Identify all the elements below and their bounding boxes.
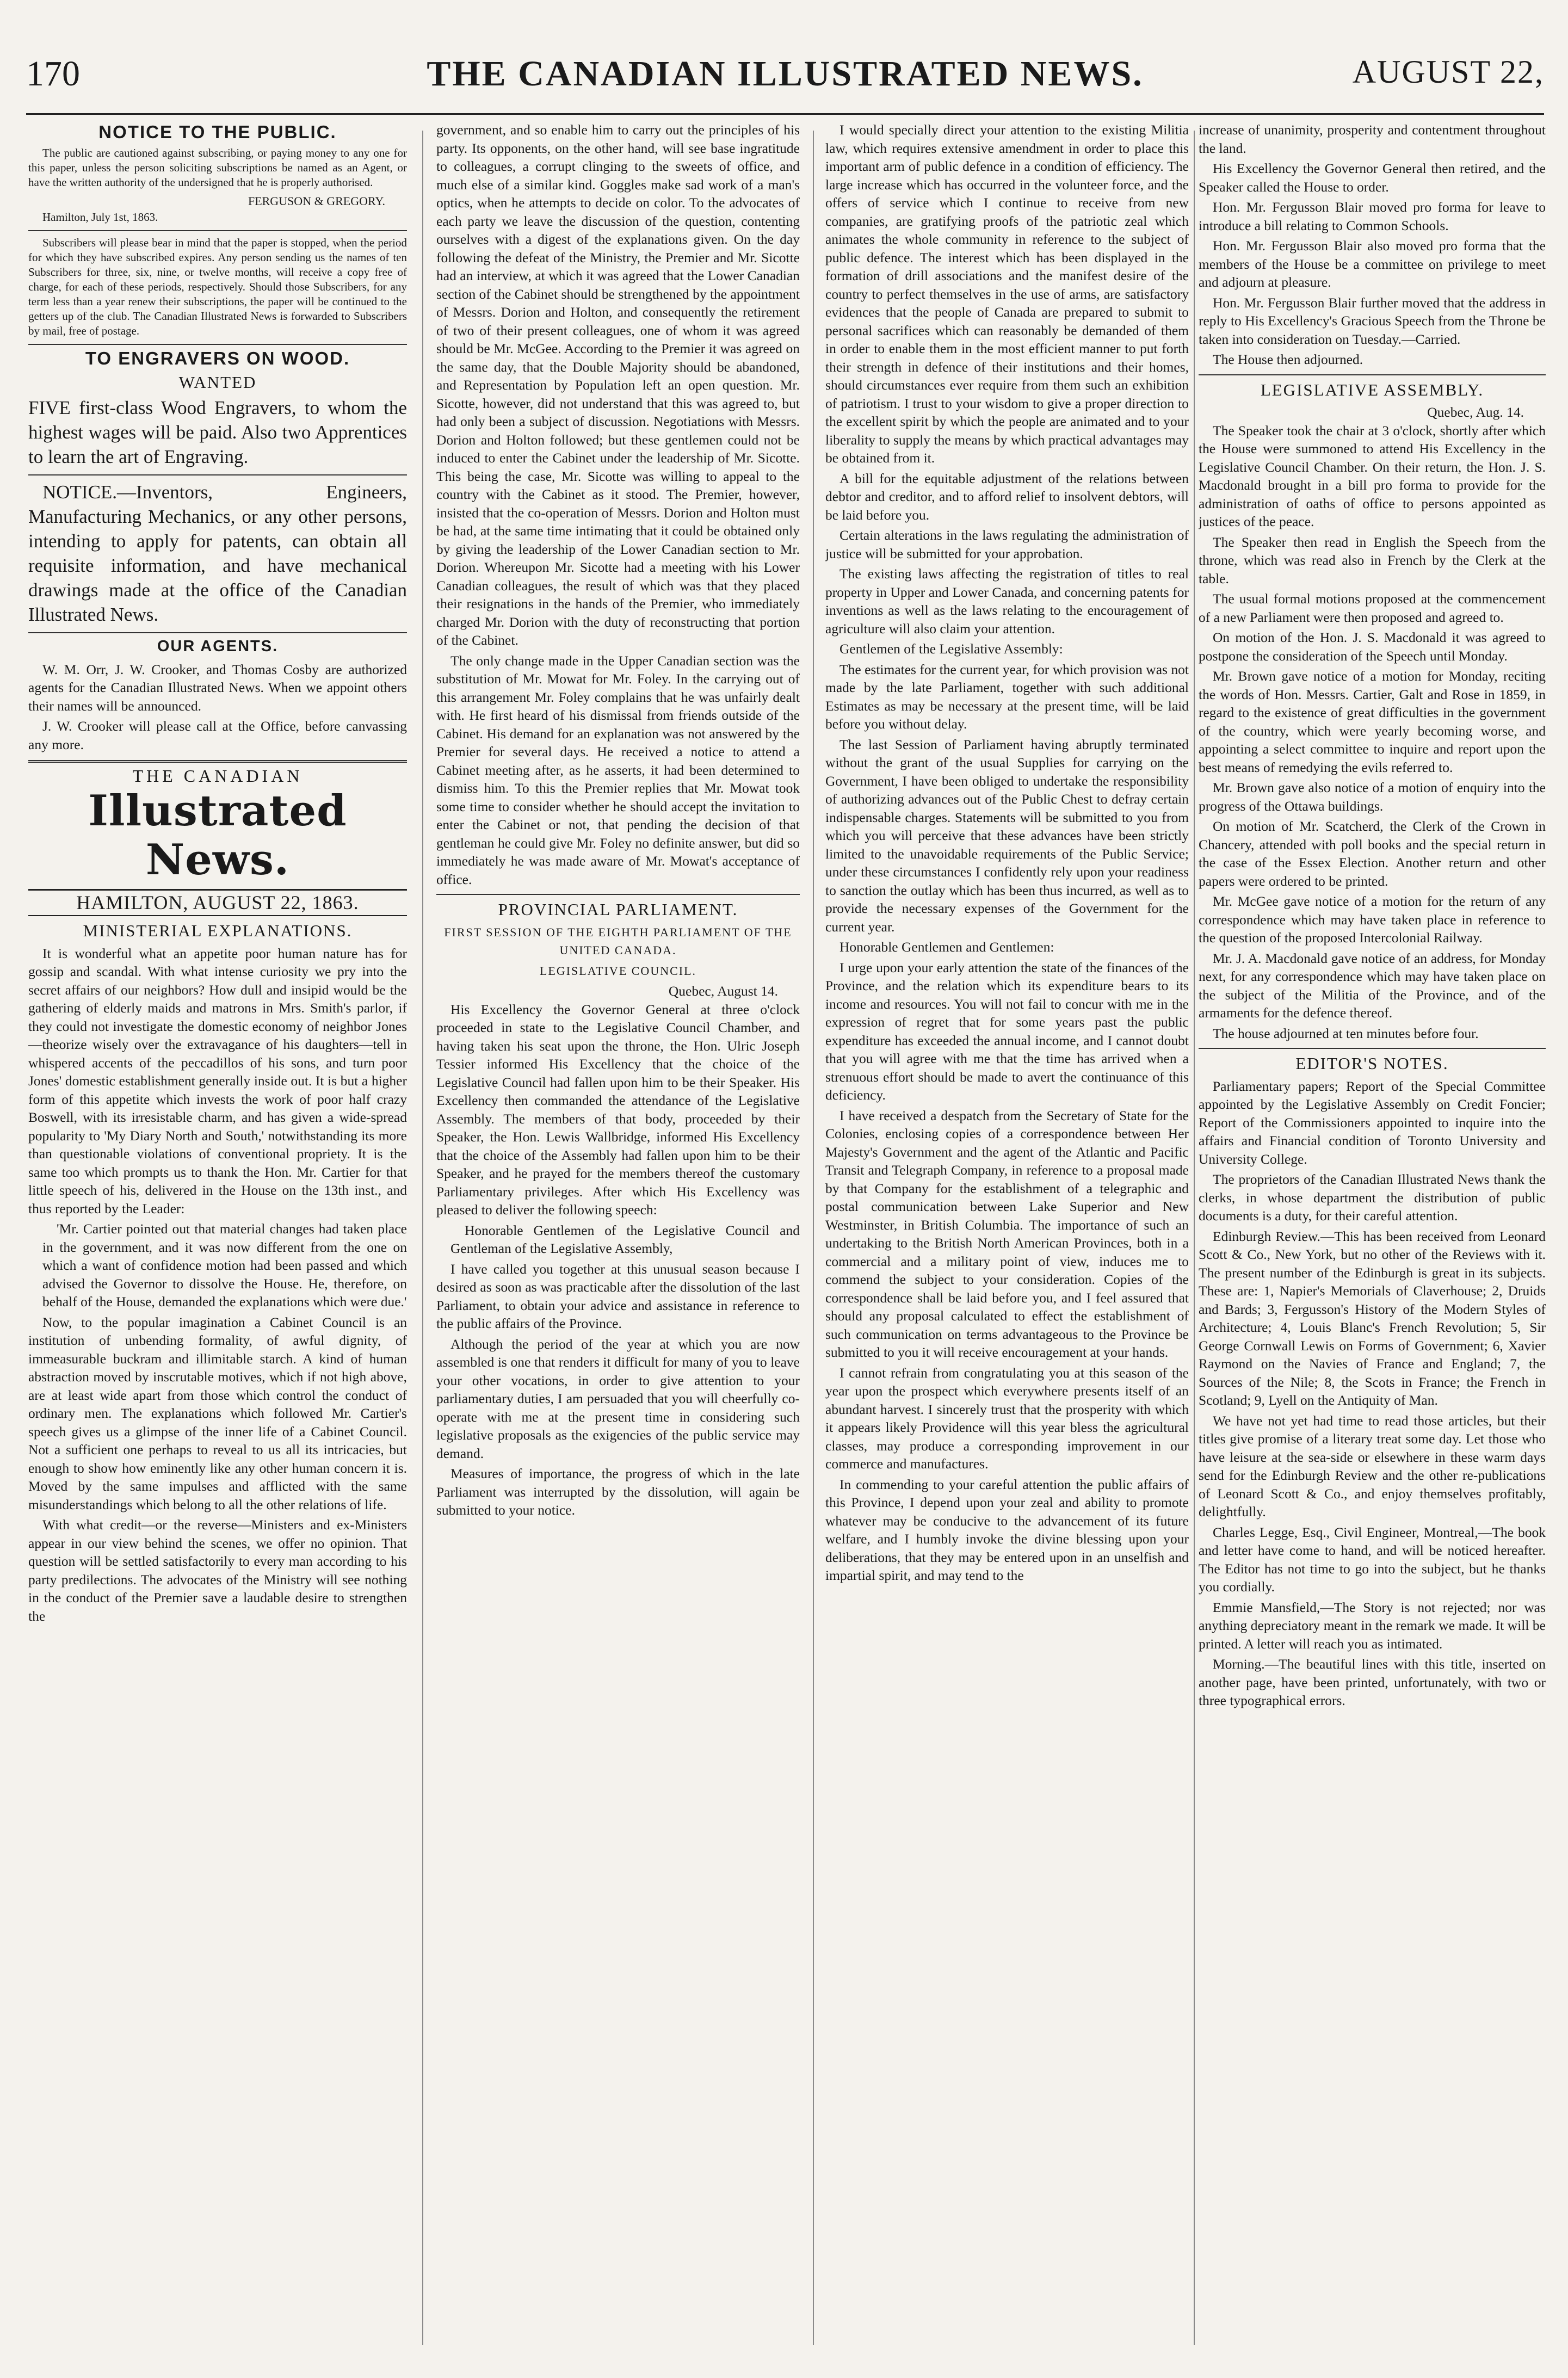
article-paragraph: Now, to the popular imagination a Cabinet Council is an institution of unbending formality, of awful dignity, of immeasurable buckram and illimitable starch. A kind of human abstraction moved by inscrutable motives, which if not high above, are at least wide apart from those which control the conduct of ordinary men. The explanations which followed Mr. Cartier's speech gives us a glimpse of the inner life of a Cabinet Council. Not a sufficient one perhaps to reveal to us all its intricacies, but enough to show how eminently like any other human concern it is. Moved by the same impulses and afflicted with the same misunderstandings which belong to all the other relations of life. [28,1314,407,1512]
column-rule [1194,131,1195,2345]
article-paragraph: The only change made in the Upper Canadian section was the substitution of Mr. Mowat for Mr. Foley. In the carrying out of this arrangement Mr. Foley complains that he was unfairly dealt with. He first heard of his dismissal from friends outside of the Cabinet. His demand for an explanation was not answered by the Premier for several days. He received a notice to attend a Cabinet meeting after, as he asserts, it had been determined to dismiss him. To this the Premier replies that Mr. Mowat took some time to consider whether he should accept the invitation to enter the Cabinet or not, that pending the decision of that gentleman he could give Mr. Foley no definite answer, but did so immediately he was made aware of Mr. Mowat's acceptance of office. [436,652,800,887]
notice-signature: FERGUSON & GREGORY. [248,194,385,208]
article-paragraph: I have called you together at this unusual season because I desired as soon as was practicable after the dissolution of the last Parliament, to obtain your advice and assistance in reference to the public affairs of the Province. [436,1261,800,1331]
column-rule [422,131,423,2345]
article-paragraph: The house adjourned at ten minutes before four. [1213,1025,1479,1041]
article-paragraph: The Speaker took the chair at 3 o'clock, shortly after which the House were summoned to attend His Excellency in the Legislative Council Chamber. On their return, the Hon. J. S. Macdonald brought in a bill pro forma to provide for the administration of oaths of office to persons appointed as justices of the peace. [1199,422,1546,529]
article-paragraph: The existing laws affecting the registration of titles to real property in Upper and Lower Canada, and concerning patents for inventions as well as the laws relating to the encouragement of agriculture will also claim your attention. [825,566,1189,637]
article-paragraph: In commending to your careful attention the public affairs of this Province, I depend upon your zeal and ability to promote whatever may be conducive to the advancement of its future welfare, and I humbly invoke the divine blessing upon your deliberations, that they may be entered upon in an unselfish and impartial spirit, and may tend to the [825,1476,1189,1583]
article-paragraph: Although the period of the year at which you are now assembled is one that renders it difficult for many of you to leave your other vocations, in order to give attention to your parliamentary duties, I am persuaded that you will cheerfully co-operate with me at the present time in considering such legislative proposals as the exigencies of the public service may demand. [436,1336,800,1461]
agents-heading: OUR AGENTS. [157,638,279,655]
article-paragraph: With what credit—or the reverse—Ministers and ex-Ministers appear in our view behind the scenes, we offer no opinion. That question will be settled satisfactorily to every man according to his party predilections. The advocates of the Ministry will see nothing in the conduct of the Premier save a laudable desire to strengthen the [28,1517,407,1624]
article-paragraph: Hon. Mr. Fergusson Blair moved pro forma for leave to introduce a bill relating to Common Schools. [1199,199,1546,233]
divider [28,344,407,345]
article-paragraph: Hon. Mr. Fergusson Blair further moved that the address in reply to His Excellency's Gracious Speech from the Throne be taken into consideration on Tuesday.—Carried. [1199,294,1546,347]
article-paragraph: On motion of Mr. Scatcherd, the Clerk of the Crown in Chancery, attended with poll books and the special return in the case of the Essex Election. Another return and other papers were ordered to be printed. [1199,818,1546,889]
divider [28,474,407,475]
article-paragraph: On motion of the Hon. J. S. Macdonald it was agreed to postpone the consideration of the Speech until Monday. [1199,629,1546,664]
wanted-text: FIVE first-class Wood Engravers, to whom the highest wages will be paid. Also two Apprentices to learn the art of Engraving. [28,397,407,467]
subscribers-notice: Subscribers will please bear in mind that the paper is stopped, when the period for which they have subscribed expires. Any person sending us the names of ten Subscribers for three, six, nine, or twelve months, will receive a copy free of charge, for each of these periods, respectively. Should those Subscribers, for any term less than a year renew their subscriptions, the paper will be continued to the getters up of the club. The Canadian Illustrated News is forwarded to Subscribers by mail, free of postage. [28,236,407,337]
divider [1199,1048,1546,1049]
article-paragraph: The usual formal motions proposed at the commencement of a new Parliament were then proposed and agreed to. [1199,591,1546,625]
notice-text: The public are cautioned against subscribing, or paying money to any one for this paper, unless the person soliciting subscriptions be named as an Agent, or have the written authority of the undersigned that he is properly authorised. [28,146,407,189]
newspaper-title: THE CANADIAN ILLUSTRATED NEWS. [427,54,1144,94]
column-4 [1199,121,1546,2351]
article-paragraph: Morning.—The beautiful lines with this title, inserted on another page, have been printed, unfortunately, with two or three typographical errors. [1199,1656,1546,1708]
council-subheading: LEGISLATIVE COUNCIL. [539,963,697,978]
column-2 [436,121,800,2351]
inventors-notice: NOTICE.—Inventors, Engineers, Manufacturing Mechanics, or any other persons, intending to apply for patents, can obtain all requisite information, and have mechanical drawings made at the office of the Canadian Illustrated News. [28,481,407,625]
article-paragraph: Mr. McGee gave notice of a motion for the return of any correspondence which may have taken place in reference to the question of the proposed Intercolonial Railway. [1199,893,1546,946]
article-paragraph: Charles Legge, Esq., Civil Engineer, Montreal,—The book and letter have come to hand, and will be noticed hereafter. The Editor has not time to go into the subject, but he thanks you cordially. [1199,1524,1546,1595]
section-heading: MINISTERIAL EXPLANATIONS. [83,921,353,940]
page-number: 170 [26,54,80,94]
notice-date: Hamilton, July 1st, 1863. [42,211,158,224]
article-paragraph: The last Session of Parliament having abruptly terminated without the grant of the usual Supplies for carrying on the Government, I have been obliged to undertake the responsibility of authorizing advances out of the Public Chest to defray certain indispensable charges. Statements will be submitted to you from which you will perceive that these advances have been strictly limited to the unavoidable requirements of the Public Service; under these circumstances I confidently rely upon your readiness to sanction the outlay which has been thus incurred, as well as to provide the necessary expenses of the Government for the current year. [825,736,1189,935]
agents-text: W. M. Orr, J. W. Crooker, and Thomas Cosby are authorized agents for the Canadian Illustrated News. When we appoint others their names will be announced. [28,661,407,714]
divider [436,894,800,895]
article-paragraph: I urge upon your early attention the state of the finances of the Province, and the relation which its expenditure bears to its income and resources. You will not fail to concur with me in the expression of regret that for some years past the public expenditure has exceeded the annual income, and I cannot doubt that you will agree with me that the time has arrived when a strenuous effort should be made to avert the continuance of this deficiency. [825,959,1189,1103]
article-paragraph: The Speaker then read in English the Speech from the throne, which was read also in French by the Clerk at the table. [1199,534,1546,586]
article-quote: 'Mr. Cartier pointed out that material changes had taken place in the government, and it was now different from the one on which a want of confidence motion had been passed and which advised the Governor to dissolve the House. He, therefore, on behalf of the House, demanded the explanations which were due.' [42,1221,407,1310]
place-date: Quebec, Aug. 14. [1427,404,1524,420]
engravers-heading: TO ENGRAVERS ON WOOD. [85,348,350,368]
masthead-title: Illustrated News. [88,786,347,885]
column-3 [825,121,1189,2351]
article-paragraph: I have received a despatch from the Secretary of State for the Colonies, enclosing copies of a correspondence between Her Majesty's Government and the agent of the Atlantic and Pacific Transit and Telegraph Company, in reference to a proposal made by that Company for the establishment of a telegraphic and postal communication between Lake Superior and New Westminster, in British Columbia. The importance of such an undertaking to the British North American Provinces, both in a commercial and a military point of view, induces me to commend the subject to your consideration. Copies of the correspondence shall be laid before you, and I feel assured that should any proposal calculated to effect the establishment of such communication on terms advantageous to the Province be submitted to you it will receive encouragement at your hands. [825,1107,1189,1360]
article-paragraph: Mr. J. A. Macdonald gave notice of an address, for Monday next, for any correspondence which may have taken place on the subject of the Militia of the Province, and of the armaments for the defence thereof. [1199,950,1546,1021]
article-paragraph: It is wonderful what an appetite poor human nature has for gossip and scandal. With what intense curiosity we pry into the secret affairs of our neighbors? How dull and insipid would be the gathering of elderly maids and matrons in Mrs. Smith's parlor, if they could not investigate the domestic economy of neighbor Jones—theorize wisely over the extravagance of his daughters—tell in whispered accents of the peccadillos of his sons, and turn poor Jones' domestic establishment generally inside out. It is but a higher form of this appetite which invests the work of poor half crazy Boswell, with its irresistable charm, and has given a wide-spread popularity to 'My Diary North and South,' notwithstanding its more than questionable violations of conventional propriety. It is the same too which prompts us to thank the Hon. Mr. Cartier for that little speech of his, delivered in the House on the 13th inst., and thus reported by the Leader: [28,945,407,1216]
wanted-heading: WANTED [178,372,257,392]
divider [28,760,407,763]
article-paragraph: Emmie Mansfield,—The Story is not rejected; nor was anything depreciatory meant in the remark we made. It will be printed. A letter will reach you as intimated. [1199,1599,1546,1652]
article-paragraph: Edinburgh Review.—This has been received from Leonard Scott & Co., New York, but no other of the Reviews with it. The present number of the Edinburgh is great in its subjects. These are: 1, Napier's Memorials of Claverhouse; 2, Druids and Bards; 3, Fergusson's History of the Modern Styles of Architecture; 4, Louis Blanc's French Revolution; 5, Sir George Cornwall Lewis on Forms of Government; 6, Xavier Raymond on the Navies of France and England; 7, the Sources of the Nile; 8, the Scots in France; the French in Scotland; 9, Lyell on the Antiquity of Man. [1199,1228,1546,1408]
section-heading: EDITOR'S NOTES. [1295,1054,1449,1073]
article-paragraph: A bill for the equitable adjustment of the relations between debtor and creditor, and to afford relief to insolvent debtors, will be laid before you. [825,470,1189,523]
article-paragraph: Certain alterations in the laws regulating the administration of justice will be submitted for your approbation. [825,527,1189,561]
article-paragraph: We have not yet had time to read those articles, but their titles give promise of a literary treat some day. Let those who have leisure at the sea-side or elsewhere in these warm days send for the Edinburgh Review and the other re-publications of Leonard Scott & Co., and enjoy themselves profitably, delightfully. [1199,1412,1546,1520]
article-paragraph: I cannot refrain from congratulating you at this season of the year upon the prospect which everywhere presents itself of an abundant harvest. I sincerely trust that the prosperity with which it appears likely Providence will this year bless the agricultural classes, may produce a corresponding improvement in our commerce and manufactures. [825,1364,1189,1472]
article-paragraph: The House then adjourned. [1213,351,1363,367]
article-paragraph: His Excellency the Governor General at three o'clock proceeded in state to the Legislative Council Chamber, and having taken his seat upon the throne, the Hon. Ulric Joseph Tessier informed His Excellency that the choice of the Legislative Council had fallen upon him to be their Speaker. His Excellency then commanded the attendance of the Legislative Assembly. The members of that body, proceeded by their Speaker, the Hon. Lewis Wallbridge, informed His Excellency that the choice of the Assembly had fallen upon him to be their Speaker, and he prayed for the members thereof the customary Parliamentary privileges. After which His Excellency was pleased to deliver the following speech: [436,1001,800,1218]
place-date: Quebec, August 14. [668,983,778,999]
column-rule [813,131,814,2345]
section-heading: LEGISLATIVE ASSEMBLY. [1260,380,1484,399]
masthead-line: THE CANADIAN [132,766,303,786]
article-paragraph: Hon. Mr. Fergusson Blair also moved pro forma that the members of the House be a committee on privilege to meet and adjourn at pleasure. [1199,238,1546,290]
notice-heading: NOTICE TO THE PUBLIC. [98,122,337,142]
speech-subheading: Honorable Gentlemen and Gentlemen: [839,939,1054,955]
article-paragraph: Measures of importance, the progress of which in the late Parliament was interrupted by the dissolution, will again be submitted to your notice. [436,1466,800,1518]
article-paragraph: His Excellency the Governor General then retired, and the Speaker called the House to order. [1199,160,1546,195]
divider [28,632,407,633]
speech-subheading: Gentlemen of the Legislative Assembly: [839,641,1063,657]
article-paragraph: government, and so enable him to carry out the principles of his party. Its opponents, on the other hand, will see base ingratitude to colleagues, a corrupt clinging to the sweets of office, and much else of a similar kind. Goggles make sad work of a man's optics, when he attempts to decide on color. To the advocates of each party we leave the discussion of the question, contenting ourselves with a digest of the explanations given. On the day following the defeat of the Ministry, the Premier and Mr. Sicotte had an interview, at which it was agreed that the Lower Canadian section of the Cabinet should be strengthened by the appointment of Messrs. Dorion and Holton, and consequently the retirement of two of their present colleagues, one of whom it was agreed should be Mr. McGee. According to the Premier it was agreed on the same day, that the Double Majority should be abandoned, and Representation by Population left an open question. Mr. Sicotte, however, did not understand that this was agreed to, but had only been a subject of discussion. Negotiations with Messrs. Dorion and Holton followed; but these gentlemen could not be induced to enter the Cabinet under the leadership of Mr. Sicotte. This being the case, Mr. Sicotte was willing to appeal to the country with the Cabinet as it stood. The Premier, however, insisted that the co-operation of Messrs. Dorion and Holton must be had, at the same time intimating that it could be obtained only by giving the leadership of the Lower Canadian section to Mr. Dorion. Whereupon Mr. Sicotte had a meeting with his Lower Canadian colleagues, the result of which was that they placed their resignations in the hands of the Premier, who immediately charged Mr. Dorion with the duty of reconstructing that portion of the Cabinet. [436,122,800,648]
section-heading: PROVINCIAL PARLIAMENT. [498,900,738,919]
article-paragraph: Mr. Brown gave notice of a motion for Monday, reciting the words of Hon. Messrs. Cartier, Galt and Rose in 1859, in regard to the existence of great difficulties in the government of the country, which were yearly becoming worse, and appointing a select committee to inquire and report upon the best means of remedying the evils referred to. [1199,668,1546,775]
article-paragraph: I would specially direct your attention to the existing Militia law, which requires extensive amendment in order to place this important arm of public defence in a condition of efficiency. The large increase which has occurred in the volunteer force, and the offers of service which I continue to receive from new companies, are gratifying proofs of the patriotic zeal which animates the whole community in reference to the subject of public defence. The interest which has been displayed in the formation of drill associations and the manifest desire of the country to perfect themselves in the use of arms, are satisfactory evidences that the people of Canada are prepared to submit to personal sacrifices which can reasonably be demanded of them in order to enable them in the most efficient manner to put forth their strength in defence of their institutions and their homes, should circumstances ever require from them such an exhibition of patriotism. I trust to your wisdom to give a proper direction to the excellent spirit by which the people are animated and to your liberality to supply the means by which practical advantages may be obtained from it. [825,122,1189,466]
issue-date: AUGUST 22, [1352,54,1544,90]
speech-address: Honorable Gentlemen of the Legislative Council and Gentleman of the Legislative Assembly, [450,1222,800,1256]
column-1 [28,121,407,2351]
page-header [26,32,1544,115]
crooker-notice: J. W. Crooker will please call at the Office, before canvassing any more. [28,718,407,752]
article-paragraph: Mr. Brown gave also notice of a motion of enquiry into the progress of the Ottawa buildings. [1199,780,1546,814]
divider [1199,374,1546,375]
article-paragraph: increase of unanimity, prosperity and contentment throughout the land. [1199,122,1546,156]
session-subheading: FIRST SESSION OF THE EIGHTH PARLIAMENT OF THE UNITED CANADA. [444,925,792,957]
article-paragraph: The estimates for the current year, for which provision was not made by the late Parliament, together with such additional Estimates as may be necessary at the present time, will be laid before you without delay. [825,661,1189,732]
divider [28,230,407,231]
article-paragraph: The proprietors of the Canadian Illustrated News thank the clerks, in whose department the distribution of public documents is a duty, for their careful attention. [1199,1171,1546,1224]
dateline: HAMILTON, AUGUST 22, 1863. [28,889,407,917]
article-paragraph: Parliamentary papers; Report of the Special Committee appointed by the Legislative Assembly on Credit Foncier; Report of the Commissioners appointed to inquire into the affairs and Financial condition of Toronto University and University College. [1199,1078,1546,1167]
